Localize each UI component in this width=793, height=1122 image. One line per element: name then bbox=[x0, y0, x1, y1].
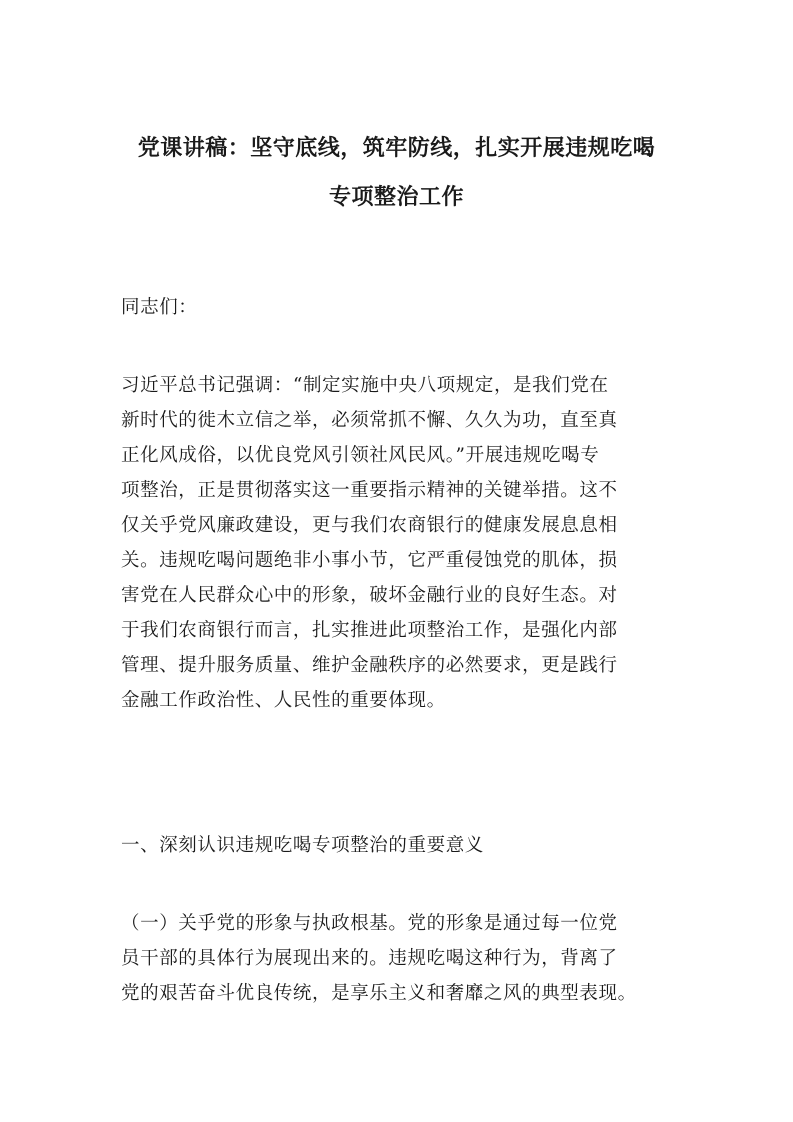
paragraph-intro bbox=[121, 368, 681, 718]
paragraph-line: 金融工作政治性、人民性的重要体现。 bbox=[121, 690, 446, 711]
paragraph-line: 习近平总书记强调：“制定实施中央八项规定，是我们党在 bbox=[121, 375, 609, 396]
paragraph-line: 项整治，正是贯彻落实这一重要指示精神的关键举措。这不 bbox=[121, 480, 618, 501]
paragraph-line: 党的艰苦奋斗优良传统，是享乐主义和奢靡之风的典型表现。 bbox=[121, 983, 637, 1004]
document-title-line-1: 党课讲稿：坚守底线，筑牢防线，扎实开展违规吃喝 bbox=[137, 135, 656, 161]
document-title-line-2: 专项整治工作 bbox=[328, 184, 464, 210]
section-heading-1: 一、深刻认识违规吃喝专项整治的重要意义 bbox=[121, 835, 484, 856]
paragraph-line: 仅关乎党风廉政建设，更与我们农商银行的健康发展息息相 bbox=[121, 515, 618, 536]
salutation: 同志们： bbox=[121, 297, 198, 318]
paragraph-line: 管理、提升服务质量、维护金融秩序的必然要求，更是践行 bbox=[121, 655, 618, 676]
paragraph-line: 害党在人民群众心中的形象，破坏金融行业的良好生态。对 bbox=[121, 585, 618, 606]
paragraph-section-1-1 bbox=[121, 906, 681, 1011]
paragraph-line: 关。违规吃喝问题绝非小事小节，它严重侵蚀党的肌体，损 bbox=[121, 550, 618, 571]
paragraph-line: 正化风成俗，以优良党风引领社风民风。”开展违规吃喝专 bbox=[121, 445, 600, 466]
paragraph-line: 新时代的徙木立信之举，必须常抓不懈、久久为功，直至真 bbox=[121, 410, 618, 431]
paragraph-line: （一）关乎党的形象与执政根基。党的形象是通过每一位党 bbox=[121, 913, 618, 934]
paragraph-line: 员干部的具体行为展现出来的。违规吃喝这种行为，背离了 bbox=[121, 948, 618, 969]
paragraph-line: 于我们农商银行而言，扎实推进此项整治工作，是强化内部 bbox=[121, 620, 618, 641]
